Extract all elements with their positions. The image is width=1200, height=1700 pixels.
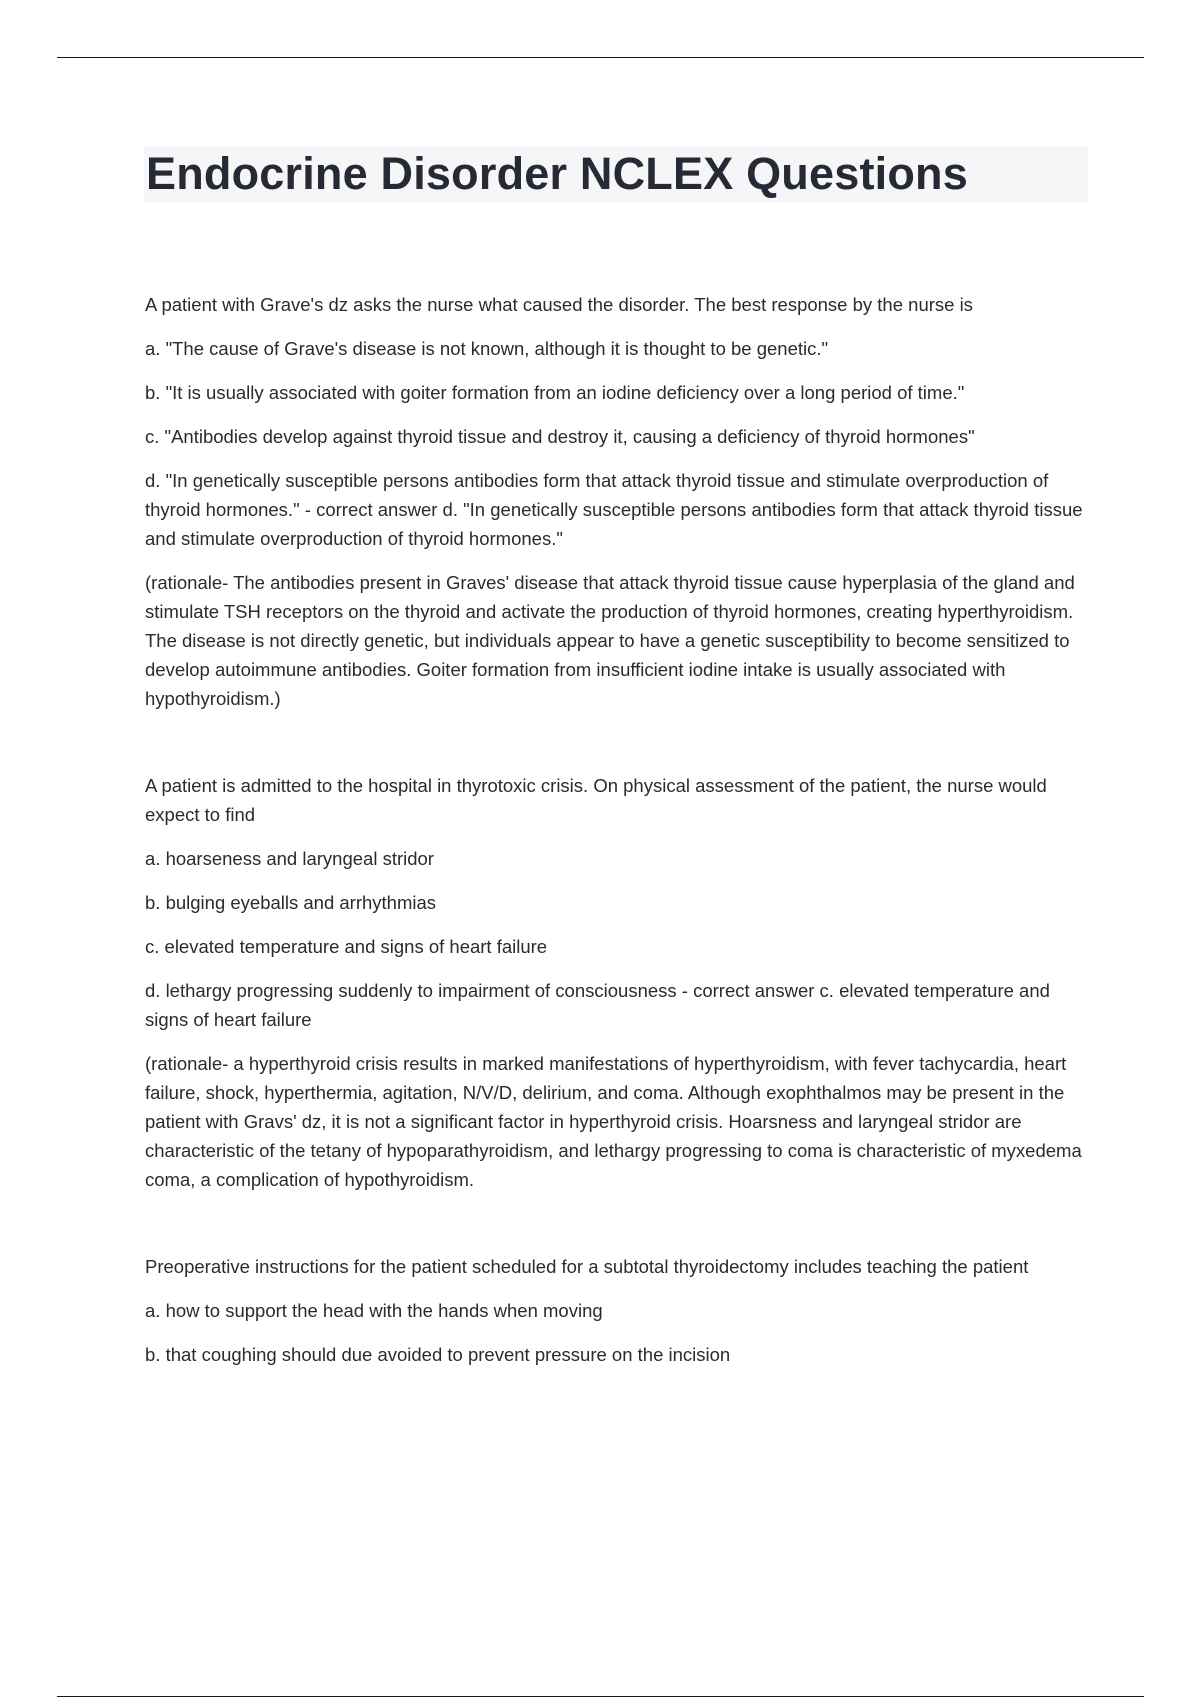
question-stem: Preoperative instructions for the patient scheduled for a subtotal thyroidectomy includes teaching the patient — [145, 1256, 1029, 1277]
answer-option: a. how to support the head with the hands when moving — [145, 1300, 603, 1321]
answer-option: d. "In genetically susceptible persons antibodies form that attack thyroid tissue and stimulate overproduction of thyroid hormones." - correct answer d. "In genetically susceptible persons antibodies form that attack thyroid tissue and stimulate overproduction of thyroid hormones." — [145, 470, 1083, 549]
answer-option: c. "Antibodies develop against thyroid tissue and destroy it, causing a deficiency of thyroid hormones" — [145, 426, 975, 447]
rationale: (rationale- a hyperthyroid crisis results in marked manifestations of hyperthyroidism, with fever tachycardia, heart failure, shock, hyperthermia, agitation, N/V/D, delirium, and coma. Although exophthalmos may be present in the patient with Gravs' dz, it is not a significant factor in hyperthyroid crisis. Hoarsness and laryngeal stridor are characteristic of the tetany of hypoparathyroidism, and lethargy progressing to coma is characteristic of myxedema coma, a complication of hypothyroidism. — [145, 1053, 1082, 1190]
answer-option: d. lethargy progressing suddenly to impairment of consciousness - correct answer c. elevated temperature and signs of heart failure — [145, 980, 1050, 1030]
answer-option: b. bulging eyeballs and arrhythmias — [145, 892, 437, 913]
bottom-rule — [57, 1696, 1144, 1697]
answer-option: a. hoarseness and laryngeal stridor — [145, 848, 434, 869]
question-stem: A patient is admitted to the hospital in thyrotoxic crisis. On physical assessment of the patient, the nurse would expect to find — [145, 775, 1047, 825]
question-block — [145, 771, 1090, 1194]
answer-option: a. "The cause of Grave's disease is not known, although it is thought to be genetic." — [145, 338, 829, 359]
question-block — [145, 290, 1090, 713]
question-stem: A patient with Grave's dz asks the nurse what caused the disorder. The best response by the nurse is — [145, 294, 973, 315]
top-rule — [57, 57, 1144, 58]
answer-option: b. "It is usually associated with goiter formation from an iodine deficiency over a long period of time." — [145, 382, 965, 403]
answer-option: c. elevated temperature and signs of heart failure — [145, 936, 548, 957]
rationale: (rationale- The antibodies present in Graves' disease that attack thyroid tissue cause hyperplasia of the gland and stimulate TSH receptors on the thyroid and activate the production of thyroid hormones, creating hyperthyroidism. The disease is not directly genetic, but individuals appear to have a genetic susceptibility to become sensitized to develop autoimmune antibodies. Goiter formation from insufficient iodine intake is usually associated with hypothyroidism.) — [145, 572, 1075, 709]
document-body — [145, 290, 1090, 1427]
question-block — [145, 1252, 1090, 1369]
page-title: Endocrine Disorder NCLEX Questions — [146, 148, 968, 199]
answer-option: b. that coughing should due avoided to prevent pressure on the incision — [145, 1344, 731, 1365]
